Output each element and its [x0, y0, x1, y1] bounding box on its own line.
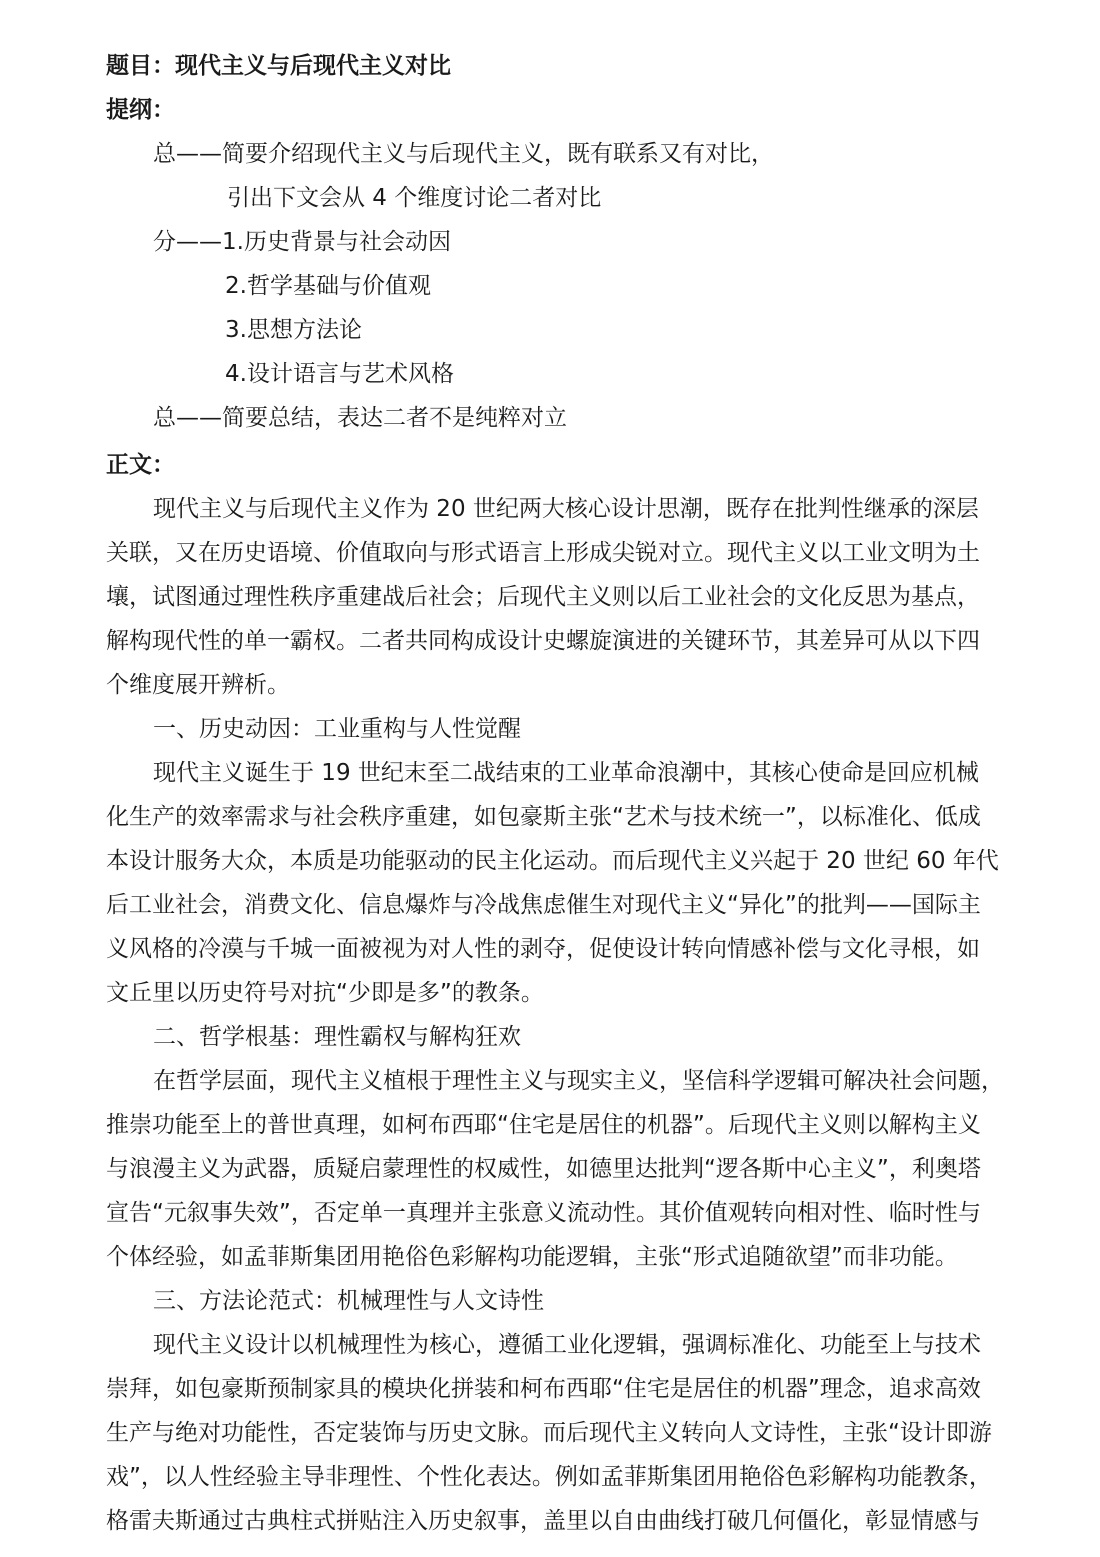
body-line: 化生产的效率需求与社会秩序重建，如包豪斯主张“艺术与技术统一”，以标准化、低成: [106, 804, 981, 830]
outline-line: 引出下文会从 4 个维度讨论二者对比: [227, 185, 602, 211]
body-line: 后工业社会，消费文化、信息爆炸与冷战焦虑催生对现代主义“异化”的批判——国际主: [106, 892, 981, 918]
outline-line: 分——1.历史背景与社会动因: [153, 229, 451, 255]
body-line: 在哲学层面，现代主义植根于理性主义与现实主义，坚信科学逻辑可解决社会问题，: [153, 1068, 1004, 1094]
body-line: 文丘里以历史符号对抗“少即是多”的教条。: [106, 980, 544, 1006]
section-heading: 二、哲学根基：理性霸权与解构狂欢: [153, 1024, 521, 1050]
outline-line: 总——简要介绍现代主义与后现代主义，既有联系又有对比，: [153, 141, 774, 167]
body-line: 崇拜，如包豪斯预制家具的模块化拼装和柯布西耶“住宅是居住的机器”理念，追求高效: [106, 1376, 981, 1402]
outline-heading: 提纲：: [106, 97, 175, 123]
body-line: 个体经验，如孟菲斯集团用艳俗色彩解构功能逻辑，主张“形式追随欲望”而非功能。: [106, 1244, 958, 1270]
body-line: 生产与绝对功能性，否定装饰与历史文脉。而后现代主义转向人文诗性，主张“设计即游: [106, 1420, 992, 1446]
body-line: 格雷夫斯通过古典柱式拼贴注入历史叙事，盖里以自由曲线打破几何僵化，彰显情感与: [106, 1508, 980, 1534]
body-line: 宣告“元叙事失效”，否定单一真理并主张意义流动性。其价值观转向相对性、临时性与: [106, 1200, 981, 1226]
body-line: 关联，又在历史语境、价值取向与形式语言上形成尖锐对立。现代主义以工业文明为土: [106, 540, 980, 566]
outline-line: 3.思想方法论: [225, 317, 362, 343]
body-line: 个维度展开辨析。: [106, 672, 290, 698]
document-title: 题目：现代主义与后现代主义对比: [106, 53, 451, 79]
body-line: 现代主义与后现代主义作为 20 世纪两大核心设计思潮，既存在批判性继承的深层: [153, 496, 979, 522]
body-line: 义风格的冷漠与千城一面被视为对人性的剥夺，促使设计转向情感补偿与文化寻根，如: [106, 936, 980, 962]
section-heading: 三、方法论范式：机械理性与人文诗性: [153, 1288, 544, 1314]
outline-line: 4.设计语言与艺术风格: [225, 361, 454, 387]
body-line: 与浪漫主义为武器，质疑启蒙理性的权威性，如德里达批判“逻各斯中心主义”，利奥塔: [106, 1156, 981, 1182]
body-line: 戏”，以人性经验主导非理性、个性化表达。例如孟菲斯集团用艳俗色彩解构功能教条，: [106, 1464, 992, 1490]
body-line: 现代主义诞生于 19 世纪末至二战结束的工业革命浪潮中，其核心使命是回应机械: [153, 760, 979, 786]
body-heading: 正文：: [106, 452, 175, 478]
section-heading: 一、历史动因：工业重构与人性觉醒: [153, 716, 521, 742]
body-line: 推崇功能至上的普世真理，如柯布西耶“住宅是居住的机器”。后现代主义则以解构主义: [106, 1112, 981, 1138]
body-line: 本设计服务大众，本质是功能驱动的民主化运动。而后现代主义兴起于 20 世纪 60 年代: [106, 848, 999, 874]
body-line: 解构现代性的单一霸权。二者共同构成设计史螺旋演进的关键环节，其差异可从以下四: [106, 628, 980, 654]
body-line: 壤，试图通过理性秩序重建战后社会；后现代主义则以后工业社会的文化反思为基点，: [106, 584, 980, 610]
outline-line: 2.哲学基础与价值观: [225, 273, 431, 299]
body-line: 现代主义设计以机械理性为核心，遵循工业化逻辑，强调标准化、功能至上与技术: [153, 1332, 981, 1358]
outline-line: 总——简要总结，表达二者不是纯粹对立: [153, 405, 567, 431]
